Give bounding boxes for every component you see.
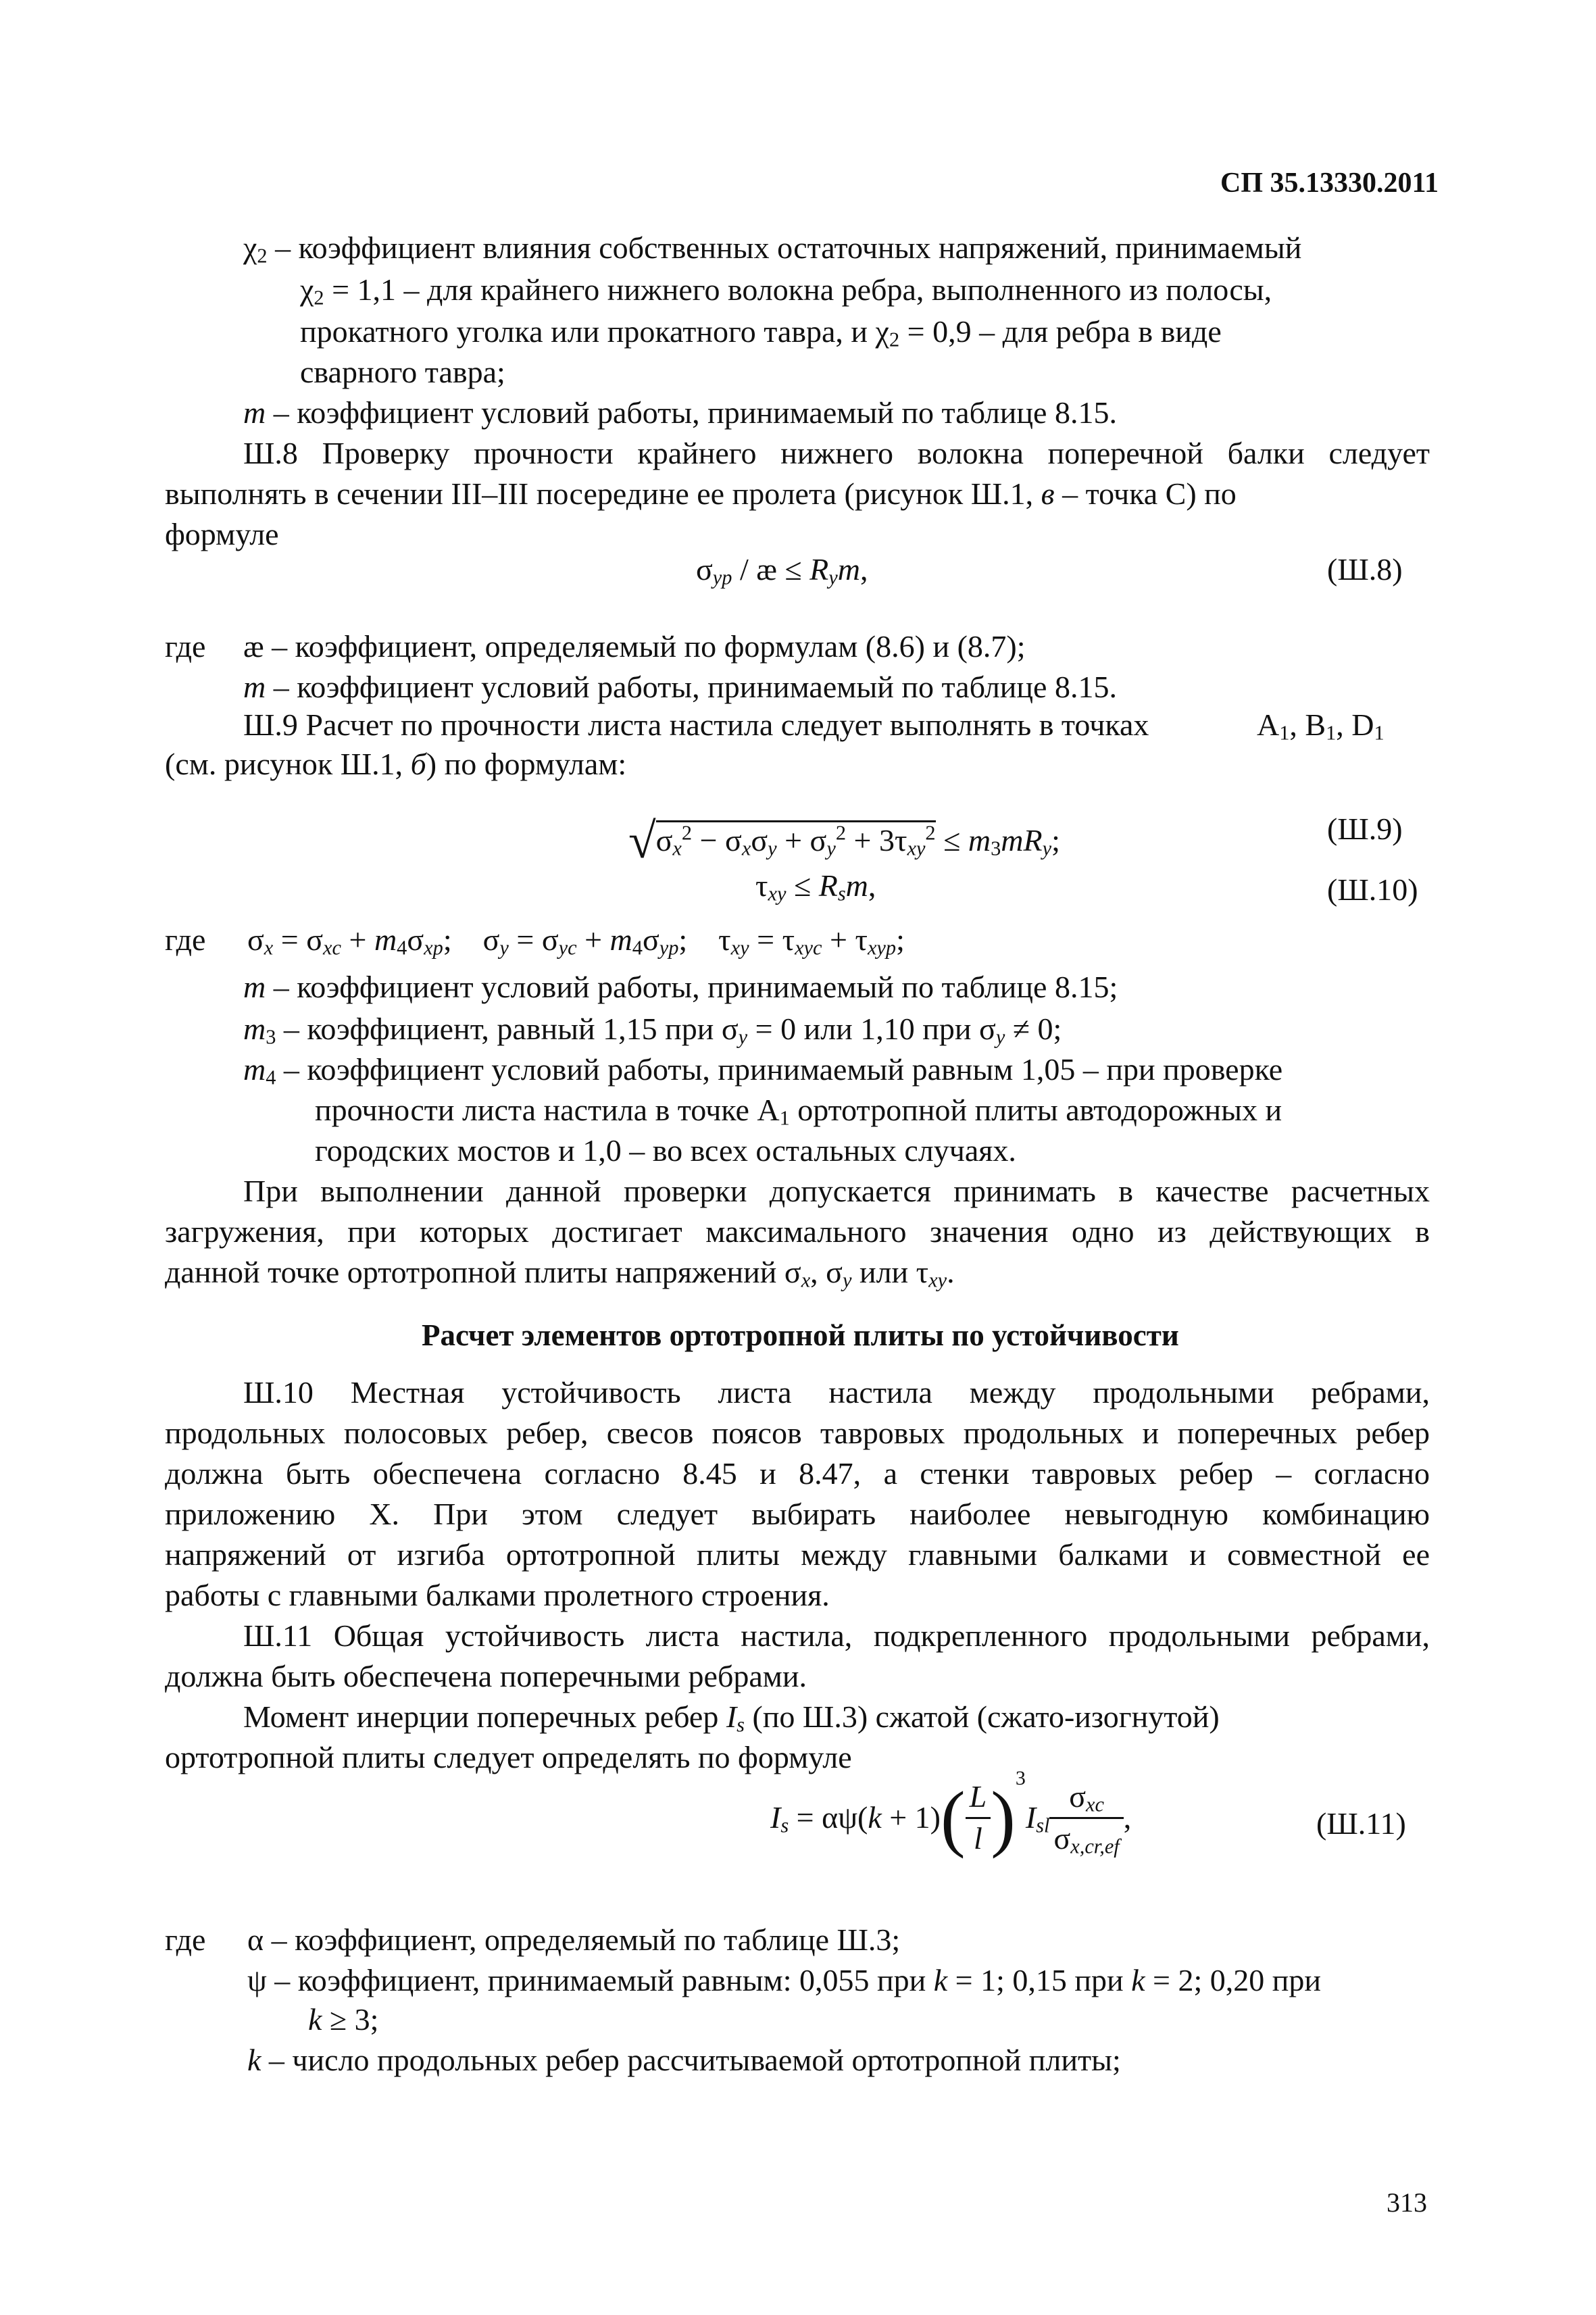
stress-components: $\sigma_x = \sigma_{xc} + m_4\sigma_{xp}$; $\sigma_y = \sigma_{yc} + m_4\sigma_{yp}$; $\tau_{xy} = \tau_{xyc} + \tau_{xyp}$; <box>247 922 905 960</box>
formula-number-sh10: (Ш.10) <box>1327 872 1418 907</box>
formula-sh9: $√\sigma_x^2 - \sigma_x\sigma_y + \sigma_y^2 + 3\tau_{xy}^2 \le m_3mR_y$; <box>628 814 1060 869</box>
sh10-line-5: напряжений от изгиба ортотропной плиты между главными балками и совместной ее <box>165 1537 1430 1572</box>
psi-definition-2: k ≥ 3; <box>308 2002 379 2037</box>
m3-definition: $m_3$ – коэффициент, равный 1,15 при $\sigma_y = 0$ или 1,10 при $\sigma_y \ne 0$; <box>243 1012 1062 1049</box>
psi-definition-1: ψ – коэффициент, принимаемый равным: 0,055 при k = 1; 0,15 при k = 2; 0,20 при <box>247 1963 1322 1997</box>
formula-sh8: $\sigma_{yp}$ / æ ≤ $R_ym$, <box>696 552 868 589</box>
where-label-sh9: где <box>165 922 206 957</box>
formula-number-sh8: (Ш.8) <box>1327 552 1403 587</box>
sh8-line-2: выполнять в сечении III–III посередине ее пролета (рисунок Ш.1, в – точка С) по <box>165 476 1237 511</box>
formula-number-sh11: (Ш.11) <box>1316 1806 1406 1841</box>
sh8-line-1: Ш.8 Проверку прочности крайнего нижнего волокна поперечной балки следует <box>243 436 1430 470</box>
sh10-line-3: должна быть обеспечена согласно 8.45 и 8.47, а стенки тавровых ребер – согласно <box>165 1456 1430 1491</box>
sh10-line-2: продольных полосовых ребер, свесов поясов тавровых продольных и поперечных ребер <box>165 1416 1430 1450</box>
k-definition: k – число продольных ребер рассчитываемой ортотропной плиты; <box>247 2043 1121 2077</box>
sh11-line-4: ортотропной плиты следует определять по формуле <box>165 1740 852 1774</box>
check-line-1: При выполнении данной проверки допускается принимать в качестве расчетных <box>243 1174 1430 1208</box>
formula-sh10: $\tau_{xy} \le R_sm$, <box>755 868 876 905</box>
chi2-line-2: $\chi_2 = 1,1$ – для крайнего нижнего волокна ребра, выполненного из полосы, <box>300 272 1272 309</box>
sh11-line-1: Ш.11 Общая устойчивость листа настила, подкрепленного продольными ребрами, <box>243 1618 1430 1653</box>
chi2-line-4: сварного тавра; <box>300 355 505 389</box>
sh10-line-4: приложению Х. При этом следует выбирать наиболее невыгодную комбинацию <box>165 1497 1430 1531</box>
check-line-3: данной точке ортотропной плиты напряжений $\sigma_x$, $\sigma_y$ или $\tau_{xy}$. <box>165 1255 955 1292</box>
m-definition-3: m – коэффициент условий работы, принимаемый по таблице 8.15; <box>243 970 1118 1004</box>
sh10-line-6: работы с главными балками пролетного строения. <box>165 1578 830 1612</box>
sh8-line-3: формуле <box>165 517 279 551</box>
m-definition-1: m – коэффициент условий работы, принимаемый по таблице 8.15. <box>243 395 1117 430</box>
chi2-line-1: $\chi_2$ – коэффициент влияния собственных остаточных напряжений, принимаемый <box>243 230 1302 268</box>
m4-definition-3: городских мостов и 1,0 – во всех остальных случаях. <box>315 1133 1016 1168</box>
section-title: Расчет элементов ортотропной плиты по устойчивости <box>422 1318 1179 1352</box>
m4-definition-1: $m_4$ – коэффициент условий работы, принимаемый равным 1,05 – при проверке <box>243 1052 1283 1089</box>
where-label-sh8: где <box>165 629 206 664</box>
document-code: СП 35.13330.2011 <box>1220 168 1439 199</box>
sh10-line-1: Ш.10 Местная устойчивость листа настила между продольными ребрами, <box>243 1375 1430 1410</box>
page-number: 313 <box>1387 2187 1427 2218</box>
m-definition-2: m – коэффициент условий работы, принимаемый по таблице 8.15. <box>243 670 1117 704</box>
alpha-definition: α – коэффициент, определяемый по таблице Ш.3; <box>247 1922 901 1957</box>
m4-definition-2: прочности листа настила в точке $А_1$ ортотропной плиты автодорожных и <box>315 1093 1282 1130</box>
where-label-sh11: где <box>165 1922 206 1957</box>
check-line-2: загружения, при которых достигает максимального значения одно из действующих в <box>165 1214 1430 1249</box>
sh11-line-2: должна быть обеспечена поперечными ребрами. <box>165 1659 807 1693</box>
formula-number-sh9: (Ш.9) <box>1327 812 1403 846</box>
sh9-line-1: Ш.9 Расчет по прочности листа настила следует выполнять в точках $A_1$, $B_1$, $D_1$ <box>243 707 1385 745</box>
ae-definition: æ – коэффициент, определяемый по формулам (8.6) и (8.7); <box>243 629 1026 664</box>
sh11-line-3: Момент инерции поперечных ребер $I_s$ (по Ш.3) сжатой (сжато-изогнутой) <box>243 1699 1220 1737</box>
formula-sh11: $I_s = \alpha\psi(k + 1)$( $\frac{L}{l}$ )$^3I_{sl}$ $\frac{\sigma_{xc}}{\sigma_{x,cr,ef}}$ , <box>770 1767 1132 1859</box>
chi2-line-3: прокатного уголка или прокатного тавра, и $\chi_2 = 0,9$ – для ребра в виде <box>300 314 1222 351</box>
sh9-line-2: (см. рисунок Ш.1, б) по формулам: <box>165 747 627 781</box>
